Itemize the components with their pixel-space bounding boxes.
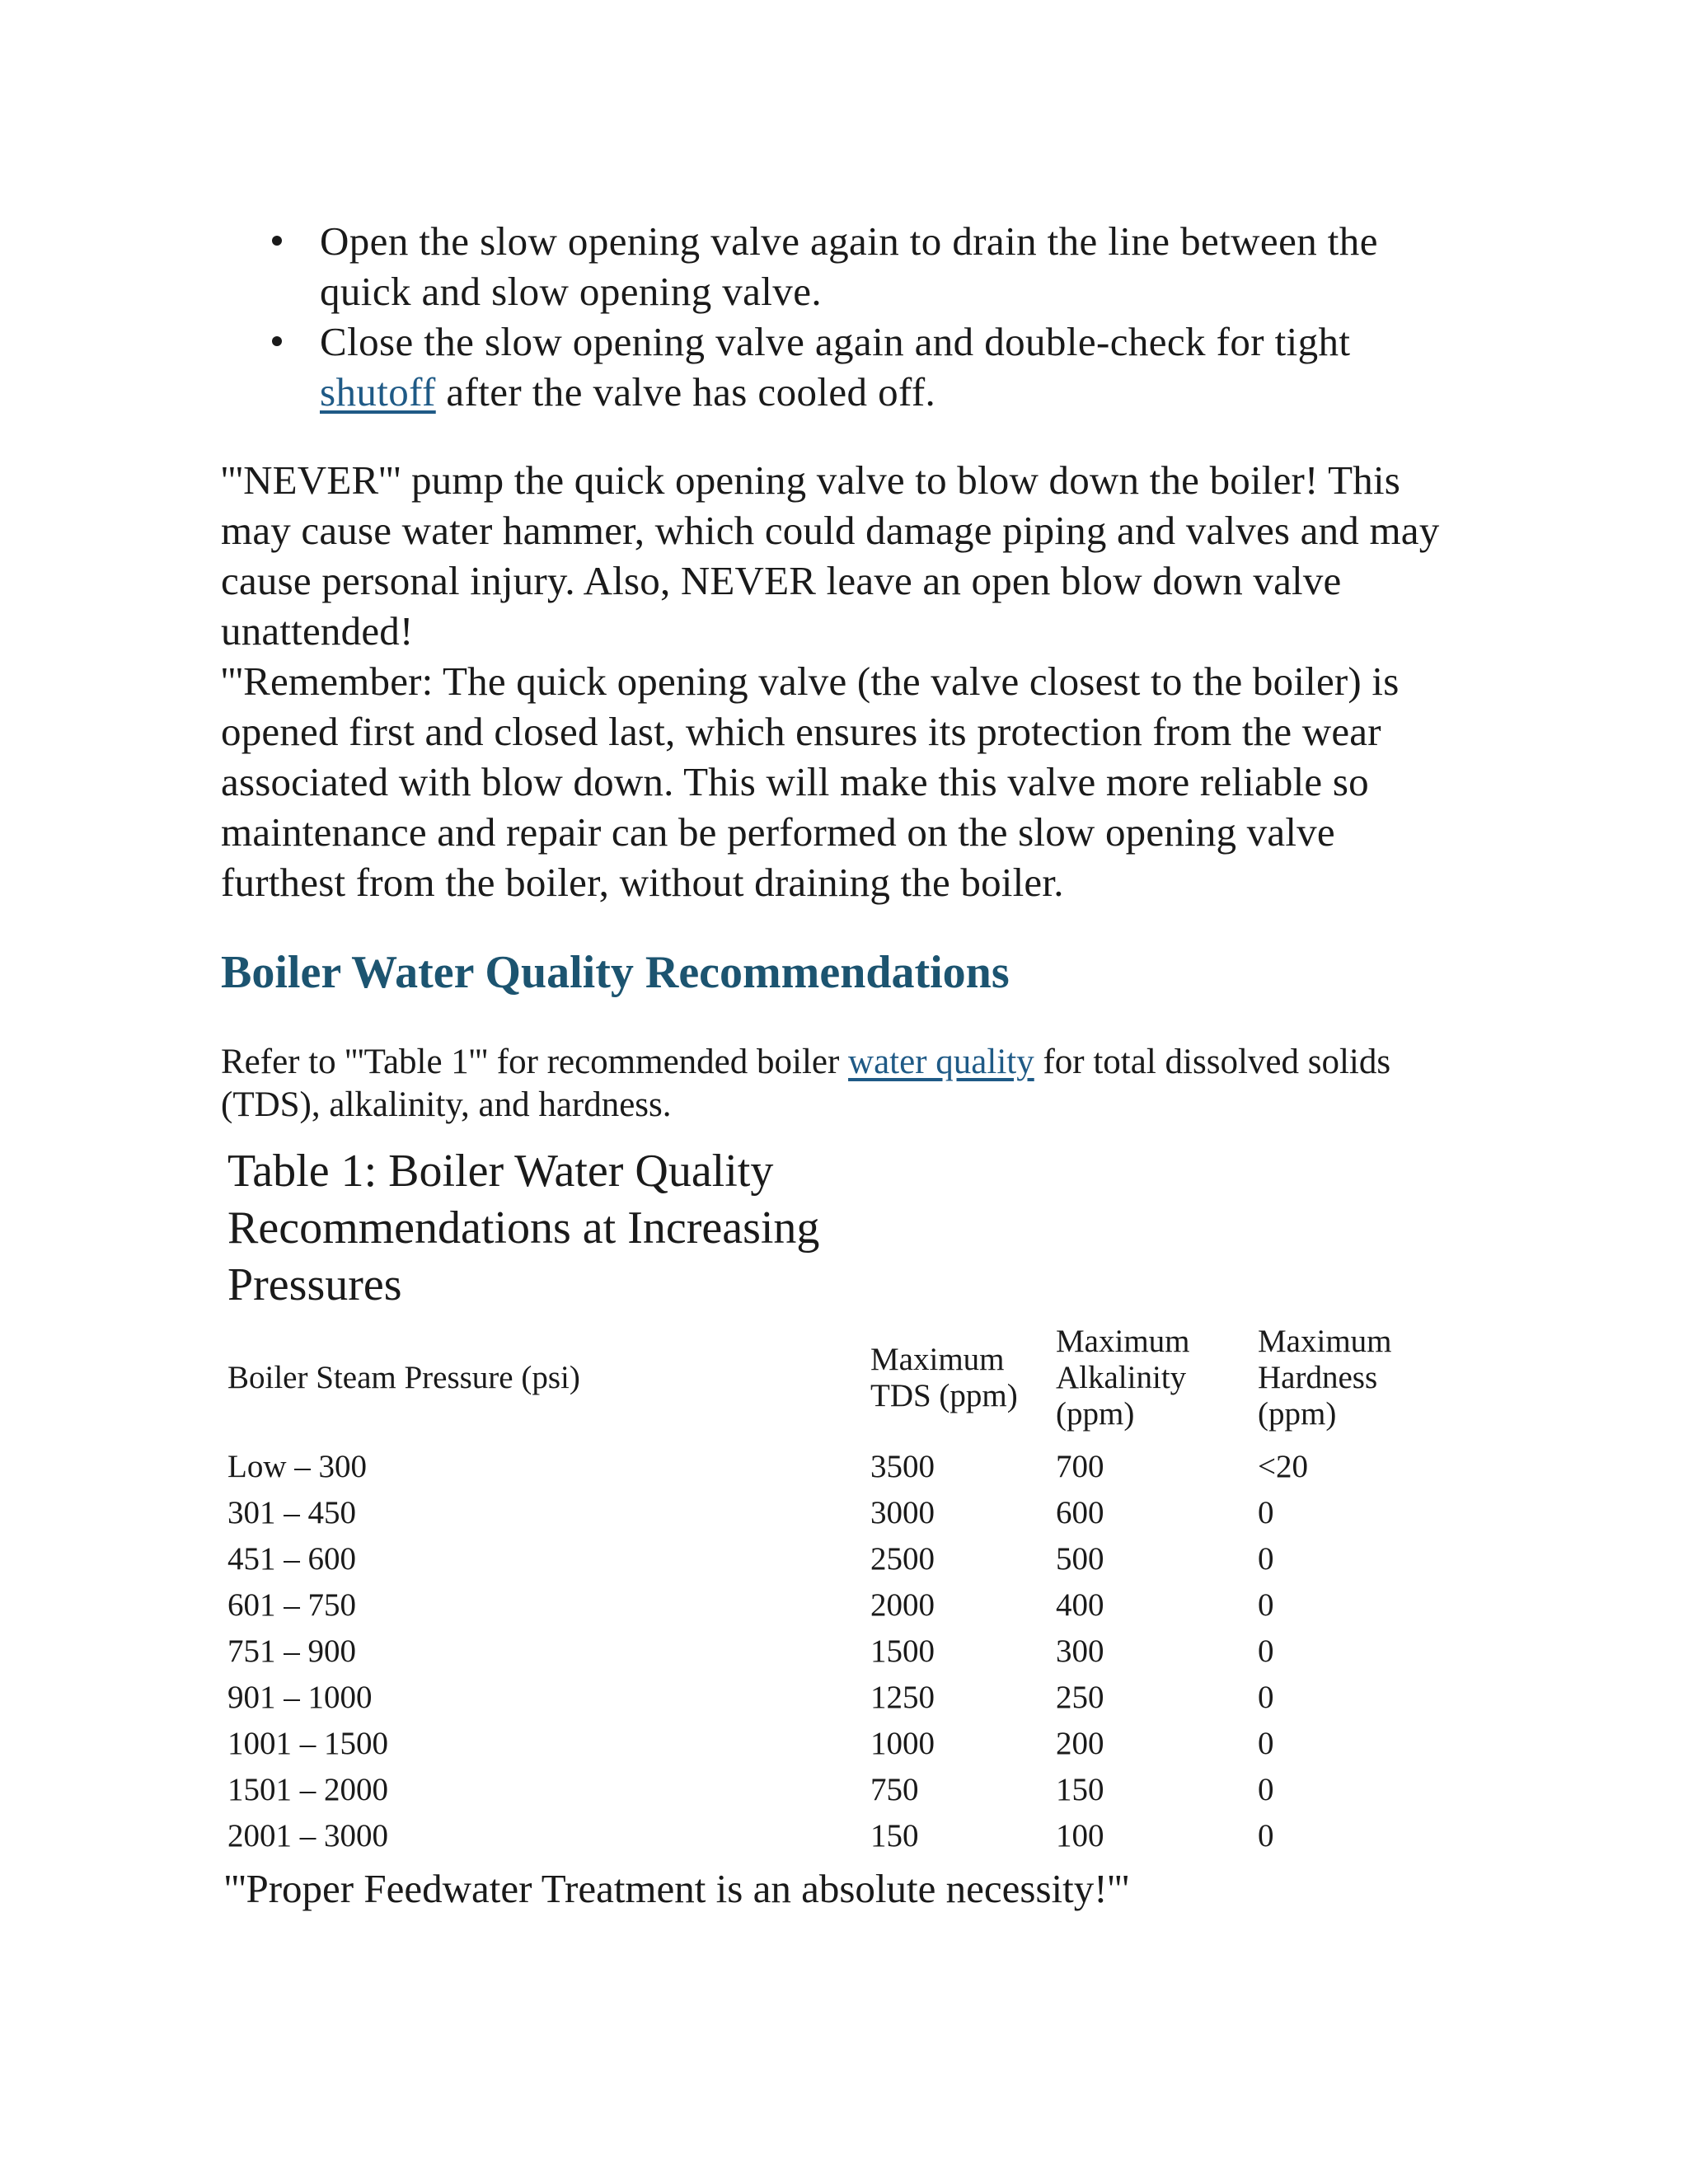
document-page <box>221 216 1457 1914</box>
table-row <box>227 1629 1423 1675</box>
header-pressure: Boiler Steam Pressure (psi) <box>227 1360 580 1395</box>
cell-hardness: 0 <box>1258 1587 1274 1623</box>
cell-alkalinity: 400 <box>1056 1587 1104 1623</box>
cell-pressure: 901 – 1000 <box>227 1680 373 1715</box>
cell-tds: 150 <box>870 1818 919 1854</box>
cell-pressure: 601 – 750 <box>227 1587 356 1623</box>
cell-hardness: 0 <box>1258 1680 1274 1715</box>
header-alkalinity: Maximum Alkalinity (ppm) <box>1056 1324 1190 1432</box>
cell-hardness: 0 <box>1258 1495 1274 1530</box>
table-row <box>227 1721 1423 1767</box>
closing-statement: '''Proper Feedwater Treatment is an absolute necessity!''' <box>224 1866 1130 1911</box>
cell-alkalinity: 500 <box>1056 1541 1104 1577</box>
table-row <box>227 1444 1423 1490</box>
cell-alkalinity: 250 <box>1056 1680 1104 1715</box>
cell-tds: 1500 <box>870 1633 935 1669</box>
table-row <box>227 1536 1423 1582</box>
warning-paragraph: '''NEVER''' pump the quick opening valve to blow down the boiler! This may cause water hammer, which could damage piping and valves and may cause personal injury. Also, NEVER leave an open blow down valve unattended! <box>221 457 1440 654</box>
cell-alkalinity: 150 <box>1056 1772 1104 1807</box>
section-heading: Boiler Water Quality Recommendations <box>221 947 1010 998</box>
bullet-item <box>221 216 1457 316</box>
cell-hardness: 0 <box>1258 1818 1274 1854</box>
cell-tds: 3000 <box>870 1495 935 1530</box>
bullet-text-before: Close the slow opening valve again and double-check for tight <box>320 319 1351 364</box>
bullet-list <box>221 216 1457 417</box>
table-row <box>227 1767 1423 1813</box>
cell-pressure: Low – 300 <box>227 1449 367 1484</box>
cell-alkalinity: 700 <box>1056 1449 1104 1484</box>
table-row <box>227 1490 1423 1536</box>
cell-tds: 3500 <box>870 1449 935 1484</box>
cell-alkalinity: 300 <box>1056 1633 1104 1669</box>
cell-pressure: 451 – 600 <box>227 1541 356 1577</box>
cell-pressure: 751 – 900 <box>227 1633 356 1669</box>
cell-hardness: 0 <box>1258 1726 1274 1761</box>
table-header-row <box>227 1324 1423 1444</box>
table-row <box>227 1582 1423 1629</box>
cell-pressure: 2001 – 3000 <box>227 1818 388 1854</box>
cell-tds: 1250 <box>870 1680 935 1715</box>
cell-alkalinity: 100 <box>1056 1818 1104 1854</box>
header-tds: Maximum TDS (ppm) <box>870 1342 1018 1413</box>
cell-tds: 750 <box>870 1772 919 1807</box>
cell-pressure: 301 – 450 <box>227 1495 356 1530</box>
bullet-item <box>221 316 1457 417</box>
cell-alkalinity: 600 <box>1056 1495 1104 1530</box>
cell-pressure: 1001 – 1500 <box>227 1726 388 1761</box>
header-hardness: Maximum Hardness (ppm) <box>1258 1324 1392 1432</box>
table-title: Table 1: Boiler Water Quality Recommendations at Increasing Pressures <box>227 1146 820 1310</box>
intro-text-before: Refer to '''Table 1''' for recommended boiler <box>221 1043 849 1081</box>
water-quality-table <box>227 1324 1423 1859</box>
cell-tds: 2500 <box>870 1541 935 1577</box>
shutoff-link[interactable]: shutoff <box>320 369 436 415</box>
table-row <box>227 1813 1423 1859</box>
cell-hardness: 0 <box>1258 1541 1274 1577</box>
bullet-text-after: after the valve has cooled off. <box>435 369 936 415</box>
cell-hardness: 0 <box>1258 1633 1274 1669</box>
bullet-dot-icon <box>272 236 282 246</box>
cell-pressure: 1501 – 2000 <box>227 1772 388 1807</box>
bullet-dot-icon <box>272 336 282 346</box>
cell-tds: 1000 <box>870 1726 935 1761</box>
water-quality-link[interactable]: water quality <box>848 1043 1034 1081</box>
intro-text-after: for total dissolved solids (TDS), alkalinity, and hardness. <box>221 1043 1391 1124</box>
cell-tds: 2000 <box>870 1587 935 1623</box>
cell-hardness: 0 <box>1258 1772 1274 1807</box>
cell-hardness: <20 <box>1258 1449 1308 1484</box>
bullet-text: Open the slow opening valve again to drain the line between the quick and slow opening valve. <box>320 218 1378 314</box>
intro-paragraph <box>221 1041 1457 1127</box>
cell-alkalinity: 200 <box>1056 1726 1104 1761</box>
table-row <box>227 1675 1423 1721</box>
remember-paragraph: '''Remember: The quick opening valve (the valve closest to the boiler) is opened first and closed last, which ensures its protection from the wear associated with blow down. This will make this valve more reliable so maintenance and repair can be performed on the slow opening valve furthest from the boiler, without draining the boiler. <box>221 658 1400 905</box>
